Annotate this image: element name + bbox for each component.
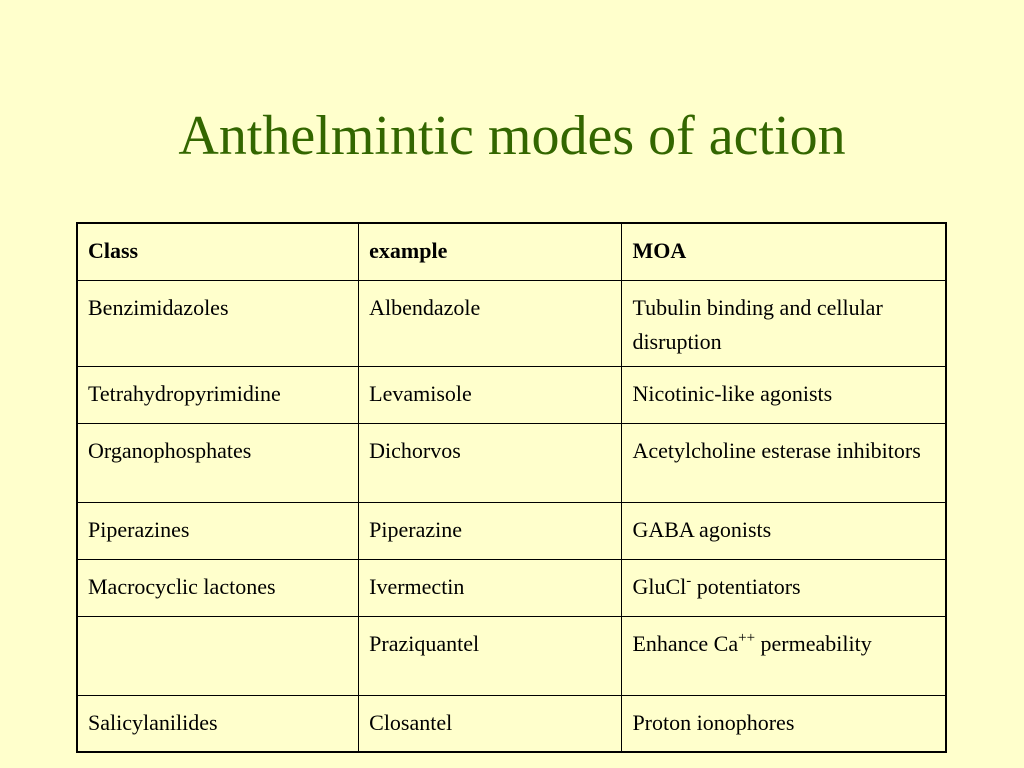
cell-example: Piperazine [359,502,622,559]
moa-text: GluCl [632,573,687,599]
moa-text: GABA agonists [632,516,772,542]
table-row [77,559,946,616]
slide-title: Anthelmintic modes of action [178,105,846,167]
cell-example: Albendazole [359,280,622,366]
cell-example: Praziquantel [359,616,622,695]
cell-moa [622,559,946,616]
anthelmintic-table [76,222,947,753]
header-example: example [359,223,622,280]
moa-text-after: potentiators [691,573,801,599]
table-row [77,423,946,502]
cell-class: Salicylanilides [77,695,359,752]
table-header-row [77,223,946,280]
moa-text: Nicotinic-like agonists [632,380,833,406]
header-class: Class [77,223,359,280]
moa-text-after: permeability [755,630,872,656]
table-row [77,695,946,752]
table-row [77,366,946,423]
cell-moa [622,423,946,502]
moa-text: Enhance Ca [632,630,739,656]
cell-example: Levamisole [359,366,622,423]
cell-class: Organophosphates [77,423,359,502]
table-row [77,502,946,559]
cell-class: Benzimidazoles [77,280,359,366]
table-row [77,280,946,366]
cell-moa [622,366,946,423]
moa-superscript: ++ [738,629,756,646]
table-row [77,616,946,695]
cell-example: Dichorvos [359,423,622,502]
moa-superscript: - [686,572,692,589]
moa-text: Tubulin binding and cellular disruption [632,294,883,354]
cell-class: Macrocyclic lactones [77,559,359,616]
cell-class: Piperazines [77,502,359,559]
cell-example: Closantel [359,695,622,752]
moa-text: Acetylcholine esterase inhibitors [632,437,921,463]
cell-moa [622,695,946,752]
cell-moa [622,502,946,559]
cell-example: Ivermectin [359,559,622,616]
cell-class [77,616,359,695]
cell-moa [622,616,946,695]
header-moa: MOA [622,223,946,280]
cell-class: Tetrahydropyrimidine [77,366,359,423]
moa-text: Proton ionophores [632,709,795,735]
cell-moa [622,280,946,366]
